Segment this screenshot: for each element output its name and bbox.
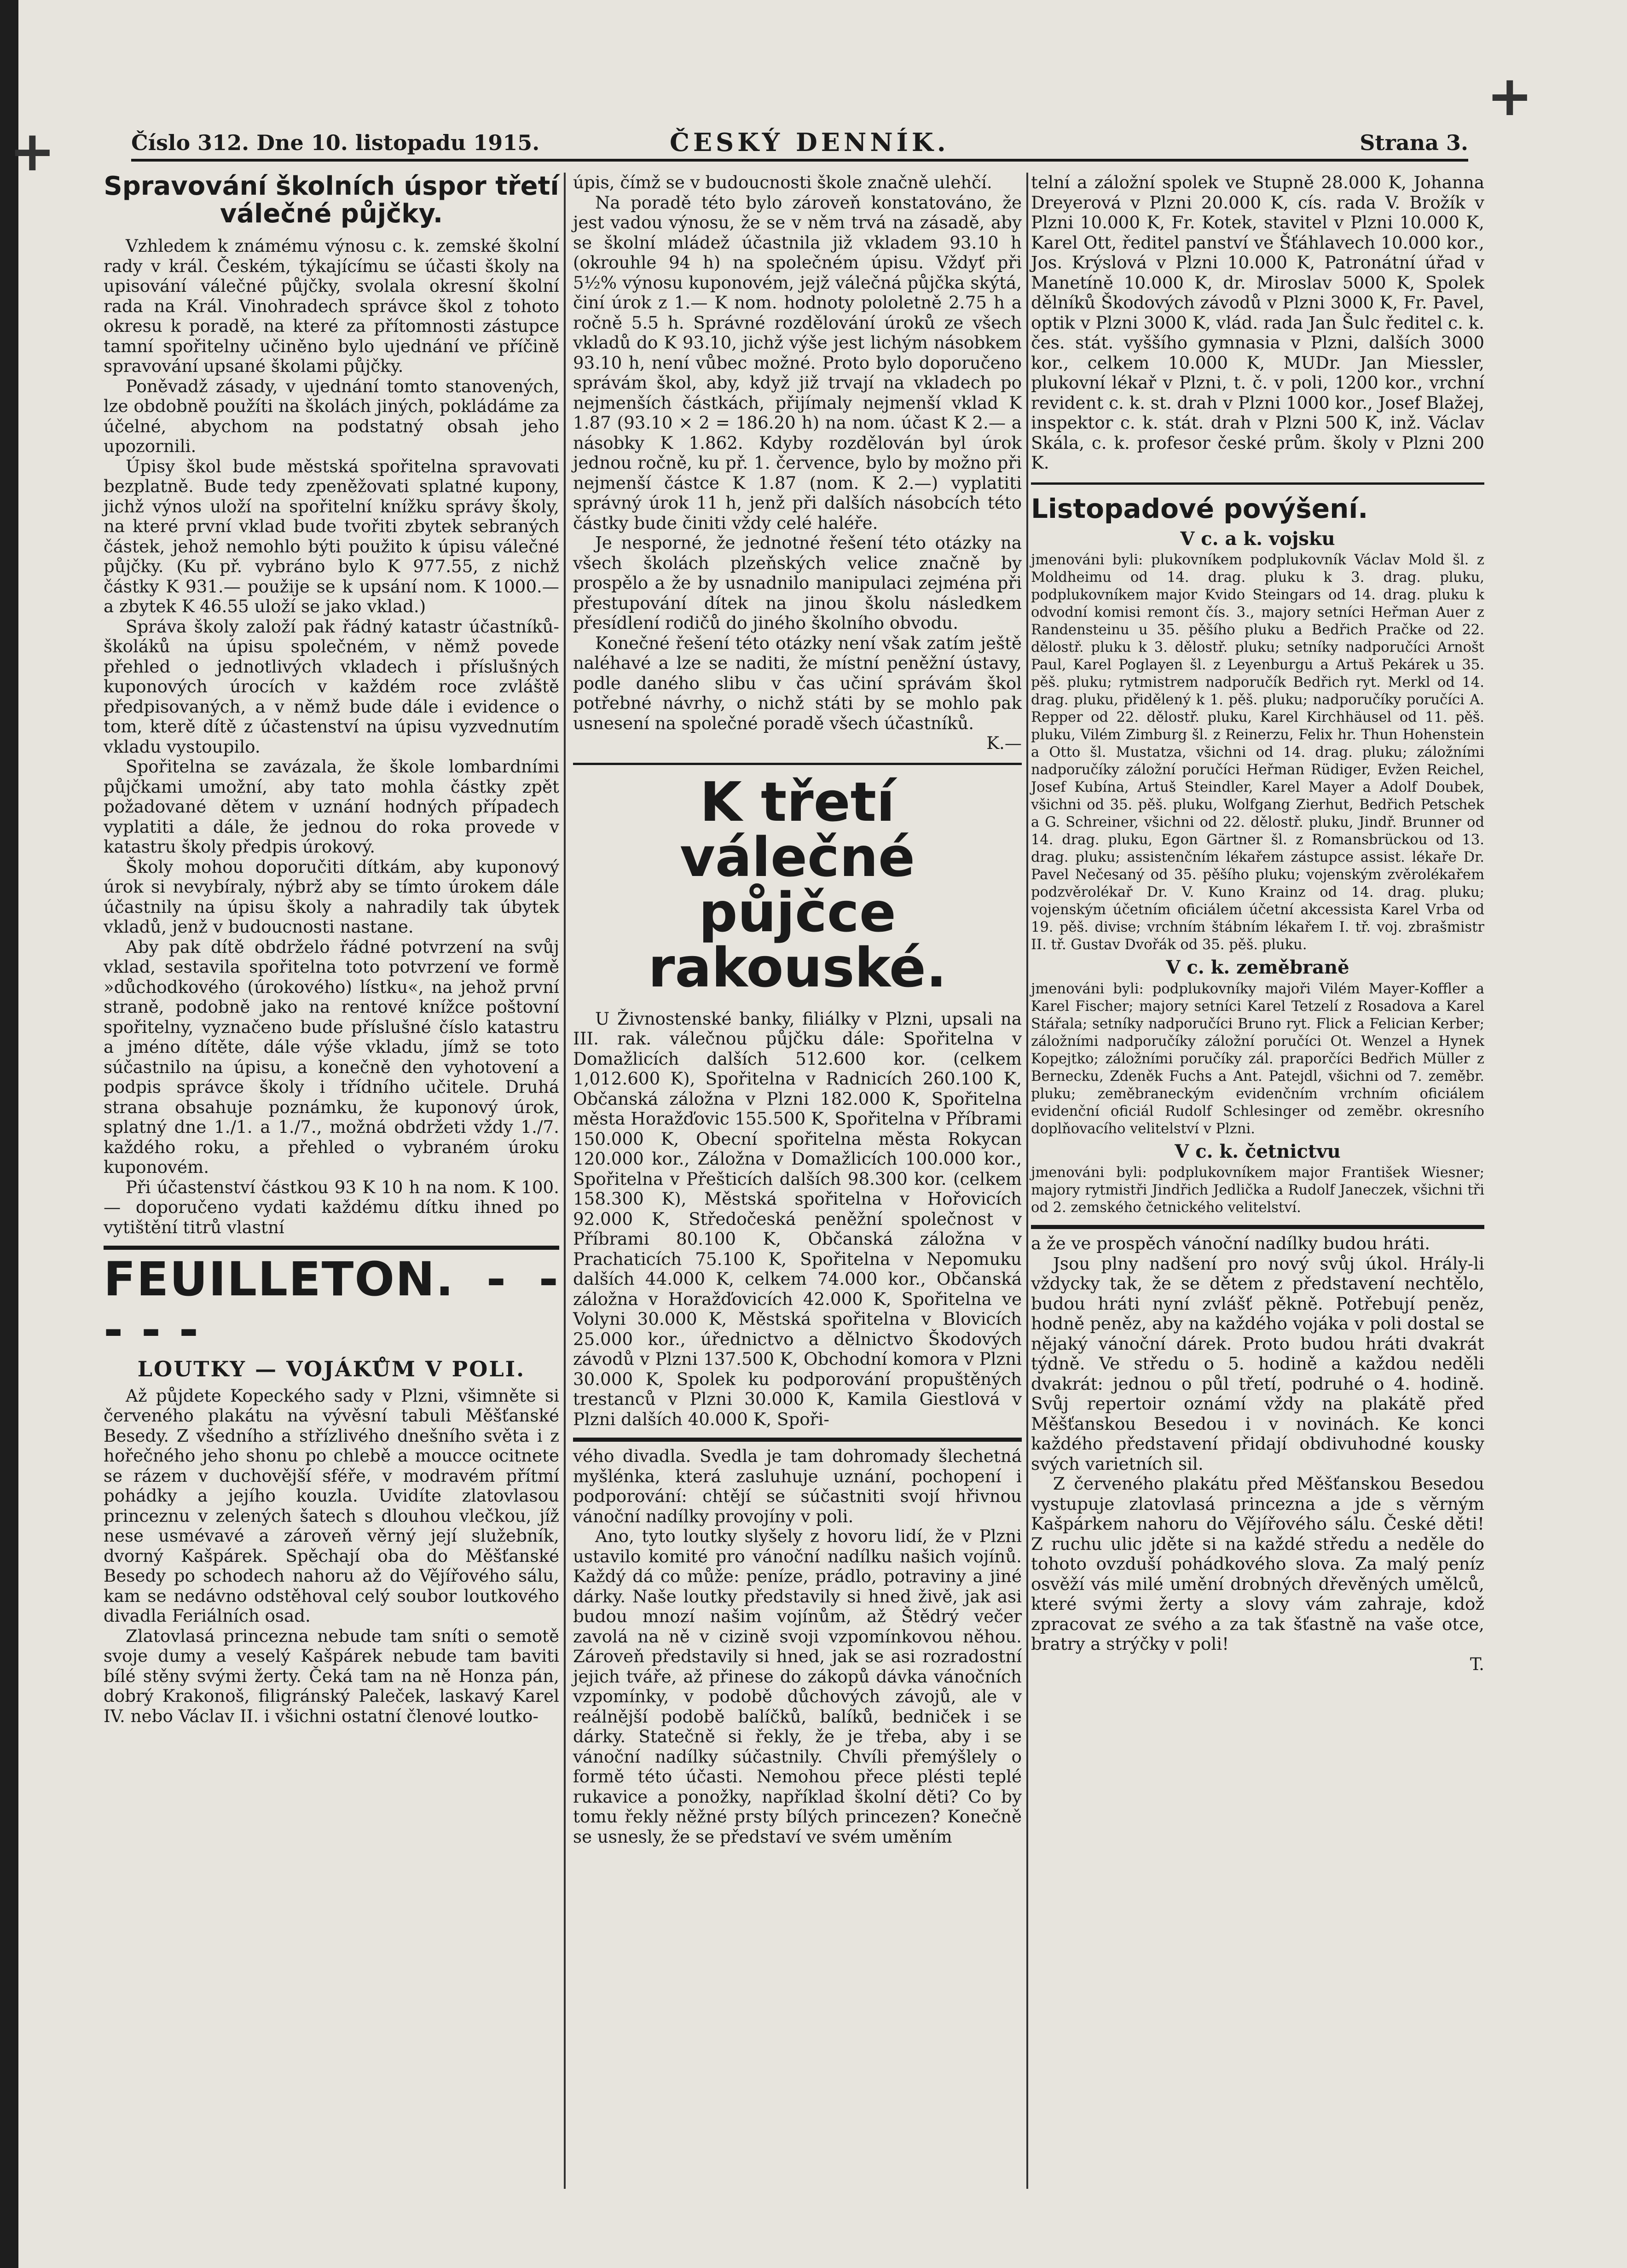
paragraph: Aby pak dítě obdrželo řádné potvrzení na svůj vklad, sestavila spořitelna toto potvrzení ve formě »důchodkového (úrokového) lístku«, na jehož první straně, podobně jako na rentové knížce poštovní spořitelny, vyznačeno bude příslušné číslo katastru a jméno dítěte, dále výše vkladu, jímž se toto súčastnilo na úpisu, a konečně den vyhotovení a podpis správce školy i třídního učitele. Druhá strana obsahuje poznámku, že kuponový úrok, splatný dne 1./1. a 1./7., možná obdržeti vždy 1./7. každého roku, a přehled o vybraném úroku kuponovém.	[104, 936, 559, 1177]
header-rule	[131, 159, 1468, 162]
paragraph: telní a záložní spolek ve Stupně 28.000 K, Johanna Dreyerová v Plzni 20.000 K, cís. rada V. Brožík v Plzni 10.000 K, Fr. Kotek, stavitel v Plzni 10.000 K, Karel Ott, ředitel panství ve Šťáhlavech 10.000 kor., Jos. Krýslová v Plzni 10.000 K, Patronátní úřad v Manetíně 10.000 K, dr. Miroslav 5000 K, Spolek dělníků Škodových závodů v Plzni 3000 K, Fr. Pavel, optik v Plzni 3000 K, vlád. rada Jan Šulc ředitel c. k. čes. stát. vyššího gymnasia v Plzni, dalších 3000 kor., celkem 10.000 K, MUDr. Jan Miessler, plukovní lékař v Plzni, t. č. v poli, 1200 kor., vrchní revident c. k. st. drah v Plzni 1000 kor., Josef Blažej, inspektor c. k. stát. drah v Plzni 500 K, inž. Václav Skála, c. k. profesor české prům. školy v Plzni 200 K.	[1031, 172, 1484, 473]
issue-info: Číslo 312. Dne 10. listopadu 1915.	[131, 130, 540, 155]
section-rule	[1031, 482, 1484, 485]
section-rule	[104, 1246, 559, 1250]
section-text	[1031, 1164, 1484, 1217]
paragraph: Je nesporné, že jednotné řešení této otázky na všech školách plzeňských velice značně by prospělo a že by usnadnilo manipulaci zejména při přestupování dítek na jinou školu následkem přesídlení rodičů do jiného školního obvodu.	[573, 533, 1022, 633]
paragraph: vého divadla. Svedla je tam dohromady šlechetná myšlénka, která zasluhuje uznání, pochopení i podporování: chtějí se súčastniti svojí hřivnou vánoční nadílky provojíny v poli.	[573, 1446, 1022, 1526]
column-divider	[564, 173, 566, 2189]
paragraph: Zlatovlasá princezna nebude tam sníti o semotě svoje dumy a veselý Kašpárek nebude tam baviti bílé stěny svými žerty. Čeká tam na ně Honza pán, dobrý Krakonoš, filigránský Paleček, laskavý Karel IV. nebo Václav II. i všichni ostatní členové loutko-	[104, 1625, 559, 1726]
feuilleton-title: LOUTKY — VOJÁKŮM V POLI.	[137, 1357, 526, 1381]
paragraph: a že ve prospěch vánoční nadílky budou hráti.	[1031, 1233, 1430, 1253]
paragraph: úpis, čímž se v budoucnosti škole značně ulehčí.	[573, 172, 992, 192]
section-text	[1031, 551, 1484, 954]
registration-mark-icon: +	[1487, 64, 1533, 128]
paragraph: jmenováni byli: plukovníkem podplukovník Václav Mold šl. z Moldheimu od 14. drag. pluku k 3. drag. pluku, podplukovníkem major Kvido Steingars od 14. drag. pluku k odvodní komisi remont čís. 3., majory setníci Heřman Auer z Randensteinu u 35. pěšího pluku a Bedřich Pračke od 22. dělostř. pluku k 3. dělostř. pluku; setníky nadporučíci Arnošt Paul, Karel Poglayen šl. z Leyenburgu a Artuš Pekárek u 35. pěš. pluku; rytmistrem nadporučík Bedřich ryt. Merkl od 14. drag. pluku, přidělený k 1. pěš. pluku; nadporučíky poručíci A. Repper od 22. dělostř. pluku, Karel Kirchhäusel od 11. pěš. pluku, Vilém Zimburg šl. z Reinerzu, Felix hr. Thun Hohenstein a Otto šl. Mustatza, všichni od 14. drag. pluku; záložními nadporučíky záložní poručíci Heřman Rüdiger, Evžen Reichel, Josef Kubína, Artuš Steindler, Karel Mayer a Adolf Doubek, všichni od 35. pěš. pluku, Wolfgang Zierhut, Bedřich Petschek a G. Schreiner, všichni od 22. dělostř. pluku, Jindř. Brunner od 14. drag. pluku, Egon Gärtner šl. z Romansbrückou od 13. drag. pluku; assistenčním lékařem zástupce assist. lékaře Dr. Pavel Nečesaný od 35. pěšího pluku; vojenským zvěrolékařem podzvěrolékař Dr. V. Kuno Krainz od 14. drag. pluku; vojenským účetním oficiálem účetní akcessista Karel Vrba od 19. pěš. divise; vrchním štábním lékařem I. tř. voj. zbrašmistr II. tř. Gustav Dvořák od 35. pěš. pluku.	[1031, 552, 1484, 953]
masthead-title: ČESKÝ DENNÍK.	[670, 128, 950, 157]
paragraph: Až půjdete Kopeckého sady v Plzni, všimněte si červeného plakátu na vývěsní tabuli Měšťanské Besedy. Z všedního a střízlivého dnešního světa i z hořečného jeho shonu po chlebě a moucce ocitnete se rázem v duchovější sféře, v modravém přítmí pohádky a jejího kouzla. Uvidíte zlatovlasou princeznu v zelených šatech s dlouhou vlečkou, jíž nese usmévavé a zároveň věrný její služebník, dvorný Kašpárek. Spěchají oba do Měšťanské Besedy po schodech nahoru až do Vějířového sálu, kam se nedávno odstěhoval celý soubor loutkového divadla Feriálních osad.	[104, 1385, 559, 1626]
section-rule	[573, 763, 1022, 765]
column-divider	[1026, 173, 1028, 2189]
article-title: Listopadové povýšení.	[1031, 493, 1368, 524]
section-heading: V c. a k. vojsku	[1180, 528, 1335, 550]
paragraph: Školy mohou doporučiti dítkám, aby kuponový úrok si nevybíraly, nýbrž aby se tímto úrokem dále účastnily na úpisu školy a nahradily tak úbytek vkladů, jenž v budoucnosti nastane.	[104, 856, 559, 937]
article-title: Spravování školních úspor třetí válečné půjčky.	[104, 171, 559, 229]
newspaper-header	[131, 127, 1468, 159]
page-number: Strana 3.	[1360, 130, 1468, 155]
paragraph: Na poradě této bylo zároveň konstatováno, že jest vadou výnosu, že se v něm trvá na zásadě, aby se školní mládež účastnila již vkladem 93.10 h (okrouhle 94 h) na společném úpisu. Vždyť při 5½% výnosu kuponovém, jejž válečná půjčka skýtá, činí úrok z 1.— K nom. hodnoty pololetně 2.75 h a ročně 5.5 h. Správné rozdělování úroků ze všech vkladů do K 93.10, jichž výše jest lichým násobkem 93.10 h, není vůbec možné. Proto bylo doporučeno správám škol, aby, když již trvají na vkladech po nejmenších částkách, přijímaly nejmenší vklad K 1.87 (93.10 × 2 = 186.20 h) na nom. účast K 2.— a násobky K 1.862. Kdyby rozdělován byl úrok jednou ročně, ku př. 1. července, bylo by možno při nejmenší částce K 1.87 (nom. K 2.—) vyplatiti správný úrok 11 h, jenž při dalších násobcích této částky bude činiti vždy celé haléře.	[573, 192, 1022, 533]
paragraph: Spořitelna se zavázala, že škole lombardními půjčkami umožní, aby tato mohla částky zpět požadované dětem v uznání hodných případech vyplatiti a dále, že jednou do roka provede v katastru školy předpis úrokový.	[104, 756, 559, 857]
paragraph: Při účastenství částkou 93 K 10 h na nom. K 100.— doporučeno vydati každému dítku ihned po vytištění titrů vlastní	[104, 1177, 559, 1237]
paragraph: U Živnostenské banky, filiálky v Plzni, upsali na III. rak. válečnou půjčku dále: Spořitelna v Domažlicích dalších 512.600 kor. (celkem 1,012.600 K), Spořitelna v Radnicích 260.100 K, Občanská záložna v Plzni 182.000 K, Spořitelna města Horažďovic 155.500 K, Spořitelna v Příbrami 150.000 K, Obecní spořitelna města Rokycan 120.000 kor., Záložna v Domažlicích 100.000 kor., Spořitelna v Přešticích dalších 98.300 kor. (celkem 158.300 K), Městská spořitelna v Hořovicích 92.000 K, Středočeská peněžní společnost v Příbrami 80.100 K, Občanská záložna v Prachaticích 75.100 K, Spořitelna v Nepomuku dalších 44.000 K, celkem 74.000 kor., Občanská záložna v Horažďovicích 42.000 K, Spořitelna ve Volyni 30.000 K, Městská spořitelna v Blovicích 25.000 kor., úřednictvo a dělnictvo Škodových závodů v Plzni 137.500 K, Obchodní komora v Plzni 30.000 K, Spolek ku podporování propuštěných trestanců v Plzni 30.000 K, Kamila Giestlová v Plzni dalších 40.000 K, Spoři-	[573, 1008, 1022, 1429]
paragraph: Úpisy škol bude městská spořitelna spravovati bezplatně. Bude tedy zpeněžovati splatné kupony, jichž výnos uloží na spořitelní knížku správy školy, na které první vklad bude tvořiti zbytek sebraných částek, jehož nemohlo býti použito k úpisu válečné půjčky. (Ku př. vybráno bylo K 977.55, z nichž částky K 931.— použije se k upsání nom. K 1000.— a zbytek K 46.55 uloží se jako vklad.)	[104, 456, 559, 616]
section-rule	[1031, 1225, 1484, 1229]
section-heading: V c. k. četnictvu	[1175, 1140, 1341, 1162]
column-1	[104, 173, 559, 1726]
paragraph: Jsou plny nadšení pro nový svůj úkol. Hrály-li vždycky tak, že se dětem z představení nechtělo, budou hráti nyní zvlášť pěkně. Potřebují peněz, hodně peněz, aby na každého vojáka v poli dostal se nějaký vánoční dárek. Proto budou hráti dvakrát týdně. Ve středu o 5. hodině a každou neděli dvakrát: jednou o půl třetí, podruhé o 4. hodině. Svůj repertoir oznámí vždy na plakátě před Měšťanskou Besedou i v novinách. Ke konci každého představení přidají obdivuhodné kousky svých varietních sil.	[1031, 1253, 1484, 1474]
signature: T.	[1470, 1653, 1484, 1674]
signature: K.—	[986, 733, 1022, 753]
paragraph: Ano, tyto loutky slyšely z hovoru lidí, že v Plzni ustavilo komité pro vánoční nadílku našich vojínů. Každý dá co může: peníze, prádlo, potraviny a jiné dárky. Naše loutky představily si hned živě, jak asi budou mnozí našim vojínům, až Štědrý večer zavolá na ně v cizině svoji vzpomínkovou něhou. Zároveň představily si hned, jak se asi rozradostní jejich tváře, až přinese do zákopů dávka vánočních vzpomínky, v podobě důchových závojů, ale v reálnější podobě balíčků, balíků, bedniček i se dárky. Statečně si řekly, že je třeba, aby i se vánoční nadílky súčastnily. Chvíli přemýšlely o formě této účasti. Nemohou přece plésti teplé rukavice a ponožky, například školní děti? Co by tomu řekly něžné prsty bílých princezen? Konečně se usnesly, že se představí ve svém uměním	[573, 1526, 1022, 1847]
section-rule	[573, 1438, 1022, 1442]
paragraph: jmenováni byli: podplukovníky majoři Vilém Mayer-Koffler a Karel Fischer; majory setníci Karel Tetzelí z Rosadova a Karel Stářala; setníky nadporučíci Bruno ryt. Flick a Felician Kerber; záložními nadporučíky záložní poručíci Ot. Wenzel a Hynek Kopejtko; záložními poručíky zál. praporčíci Bedřich Müller z Bernecku, Zdeněk Fuchs a Ant. Patejdl, všichni od 7. zeměbr. pluku; zeměbraneckým evidenčním vrchním oficiálem evidenční oficiál Rudolf Schlesinger od zeměbr. okresního doplňovacího velitelství v Plzni.	[1031, 980, 1484, 1137]
paragraph: jmenováni byli: podplukovníkem major František Wiesner; majory rytmistři Jindřich Jedlička a Rudolf Janeczek, všichni tři od 2. zemského četnického velitelství.	[1031, 1165, 1484, 1216]
paragraph: Poněvadž zásady, v ujednání tomto stanovených, lze obdobně použíti na školách jiných, pokládáme za účelné, abychom na podstatný obsah jeho upozornili.	[104, 376, 559, 456]
page-edge	[0, 0, 18, 2268]
column-3	[1031, 173, 1484, 1674]
paragraph: Z červeného plakátu před Měšťanskou Besedou vystupuje zlatovlasá princezna a jde s věrným Kašpárkem nahoru do Vějířového sálu. České děti! Z ruchu ulic jděte si na každé středu a neděle do tohoto ovzduší pohádkového slova. Za malý peníz osvěží vás milé umění drobných dřevěných umělců, které svými žerty a slovy vám zahraje, kdož zpracovat ze svého a za tak šťastně na vaše otce, bratry a strýčky v poli!	[1031, 1473, 1484, 1654]
article-title: K třetí válečné půjčce rakouské.	[648, 770, 947, 999]
section-heading: V c. k. zeměbraně	[1166, 957, 1349, 978]
feuilleton-label: FEUILLETON. - - - - -	[104, 1252, 559, 1357]
paragraph: Vzhledem k známému výnosu c. k. zemské školní rady v král. Českém, týkajícímu se účasti školy na upisování válečné půjčky, svolala okresní školní rada na Král. Vinohradech správce škol z tohoto okresu k poradě, na které za přítomnosti zástupce tamní spořitelny učiněno bylo ujednání ve příčině spravování upsané školami půjčky.	[104, 236, 559, 376]
registration-mark-icon: +	[9, 120, 56, 184]
paragraph: Konečné řešení této otázky není však zatím ještě naléhavé a lze se naditi, že místní peněžní ústavy, podle daného slibu v čas učiní správám škol potřebné návrhy, o nichž státi by se mohlo pak usnesení na společné poradě všech účastníků.	[573, 632, 1022, 733]
column-2	[573, 173, 1022, 1847]
section-text	[1031, 980, 1484, 1138]
paragraph: Správa školy založí pak řádný katastr účastníků-školáků na úpisu společném, v němž povede přehled o jednotlivých vkladech i příslušných kuponových úrocích v každém roce zvláště předpisovaných, a v němž bude dále i evidence o tom, kterě dítě z účastenství na úpisu vyzvednutím vkladu vystoupilo.	[104, 616, 559, 757]
